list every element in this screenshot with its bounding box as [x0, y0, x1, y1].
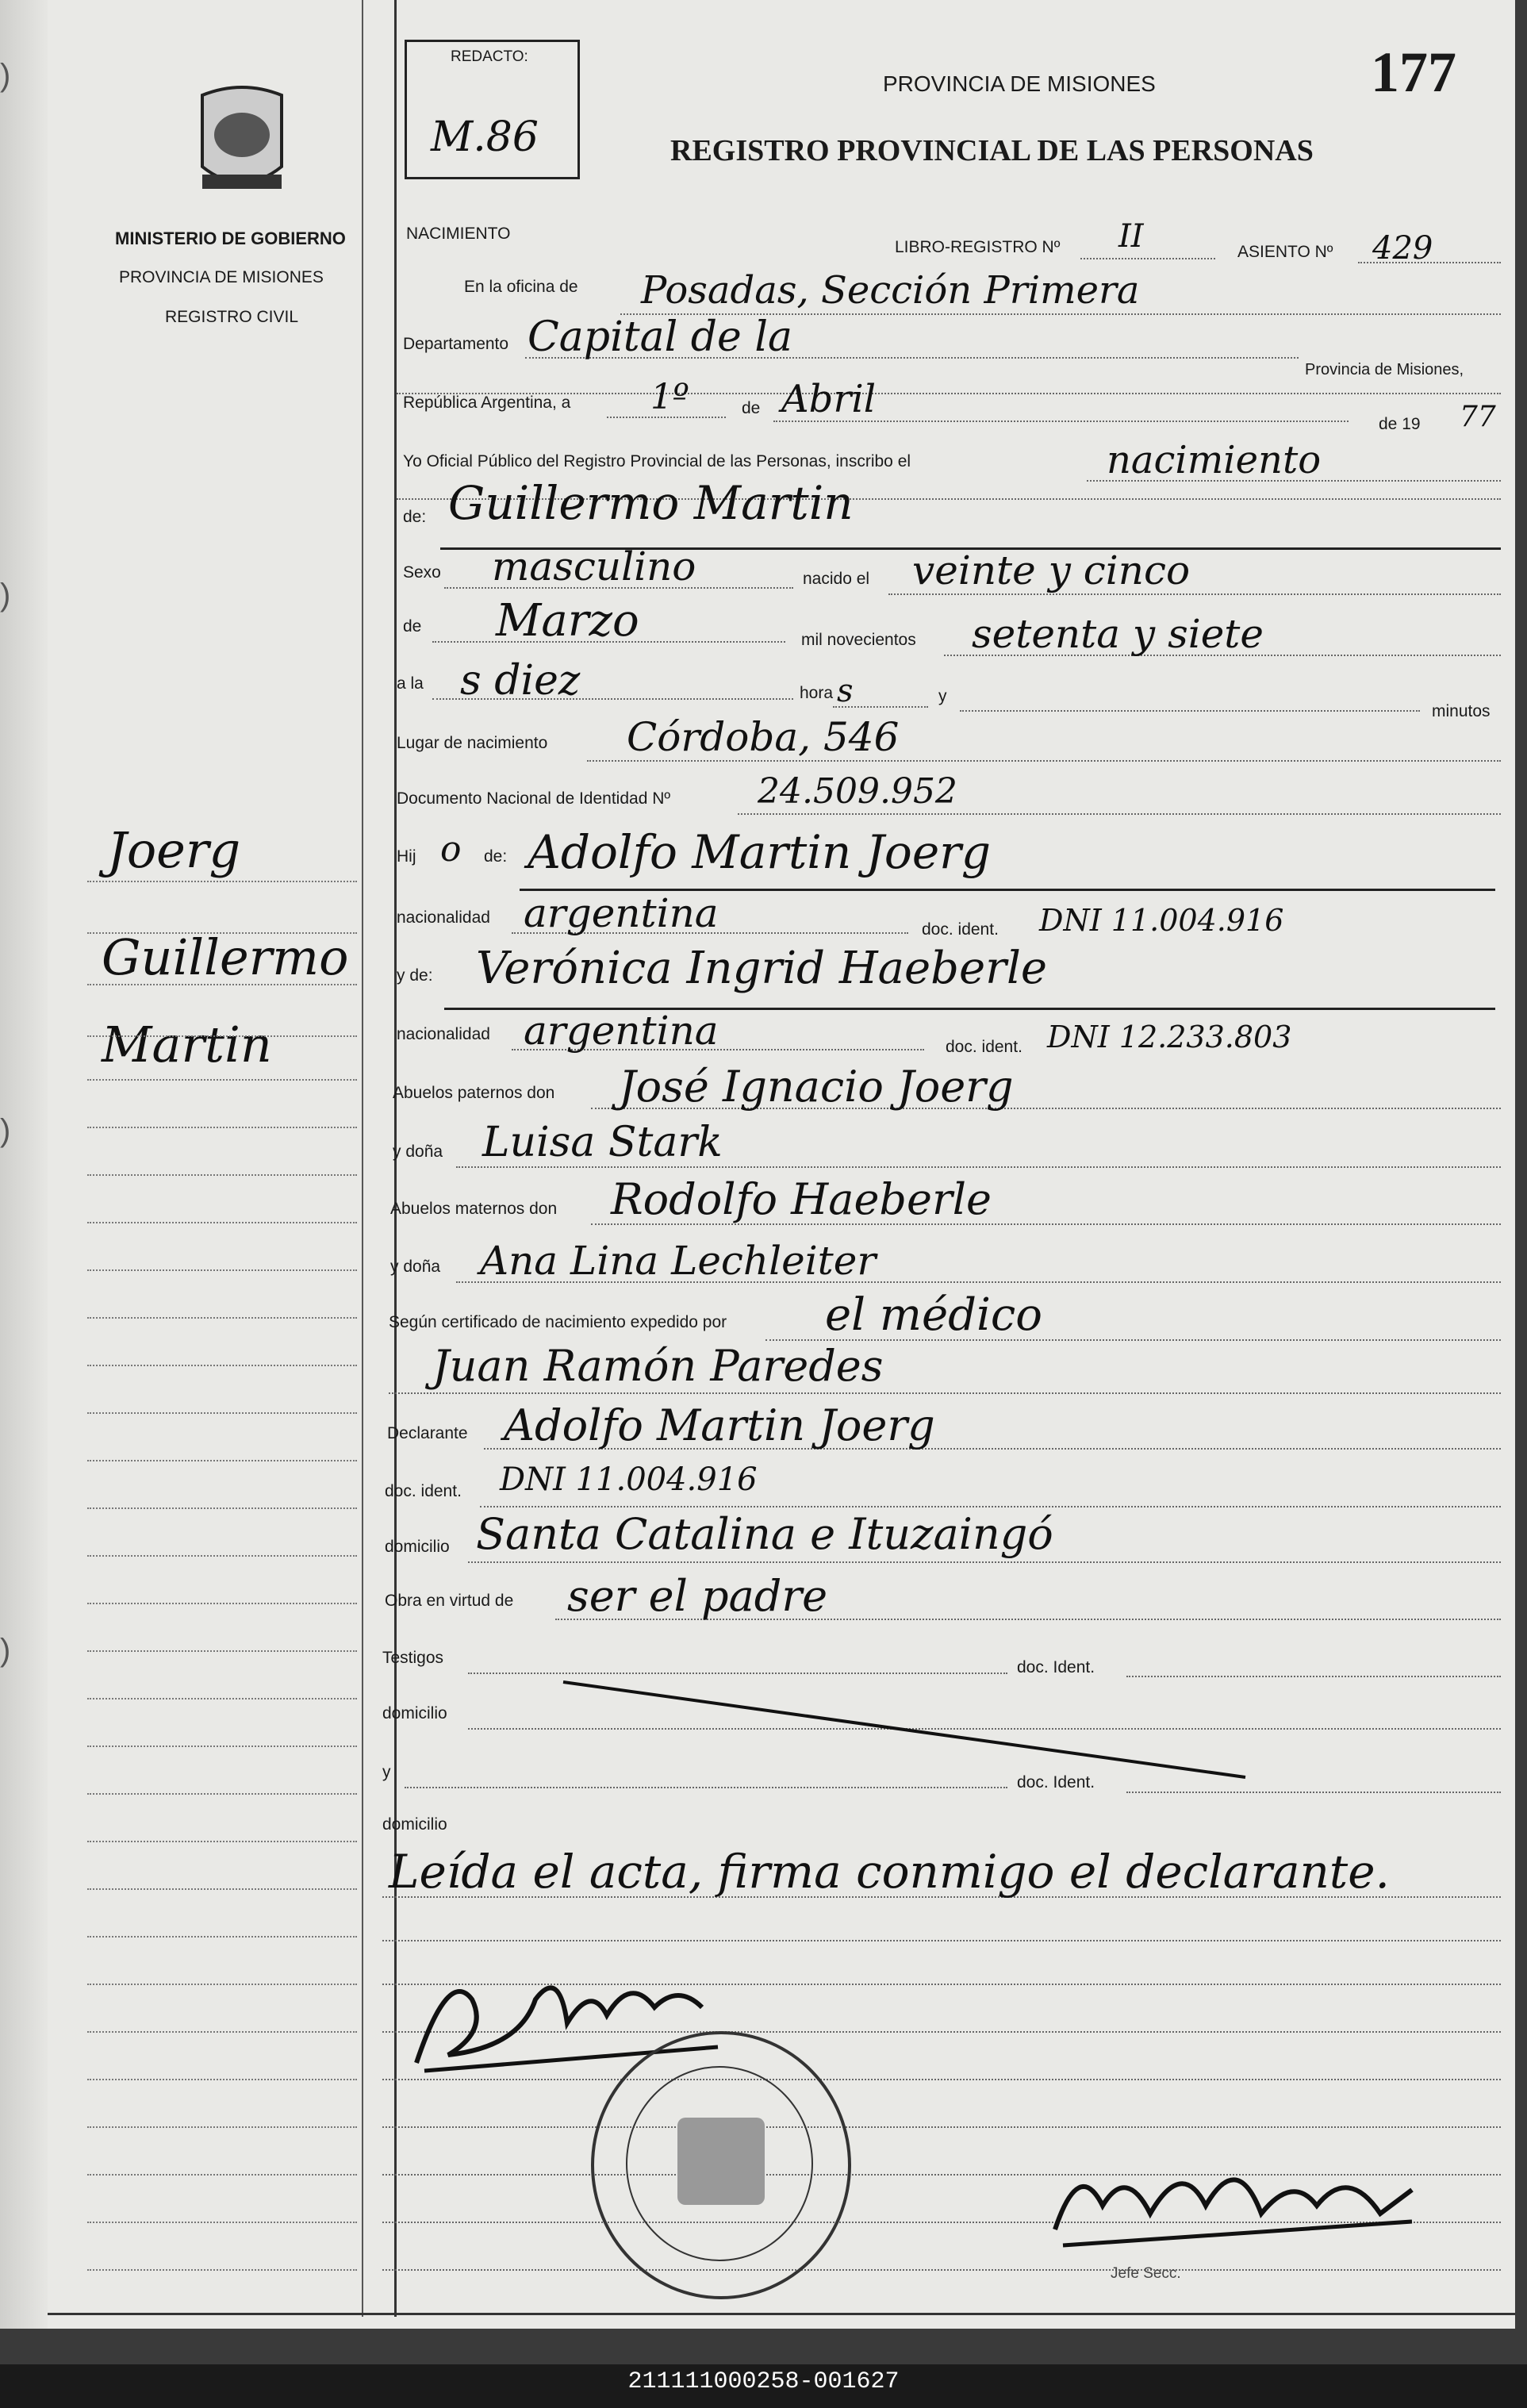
- closing-text: Leída el acta, firma conmigo el declarante.: [389, 1845, 1390, 1899]
- mat-gf-value: Rodolfo Haeberle: [611, 1174, 992, 1224]
- witness-doc-label: doc. Ident.: [1017, 1658, 1095, 1676]
- margin-dotted-line: [87, 1127, 357, 1128]
- department-label: Departamento: [403, 335, 509, 353]
- dotted-line: [382, 2126, 1501, 2128]
- mother-nat-label: nacionalidad: [397, 1025, 490, 1043]
- minutes-label: minutos: [1432, 702, 1491, 720]
- margin-dotted-line: [87, 1174, 357, 1176]
- witness-and: y: [382, 1763, 391, 1781]
- office-label: En la oficina de: [464, 278, 578, 296]
- margin-dotted-line: [87, 1841, 357, 1842]
- margin-dotted-line: [87, 1984, 357, 1985]
- certificate-value: el médico: [825, 1289, 1042, 1341]
- margin-dotted-line: [87, 1079, 357, 1081]
- father-doc-label: doc. ident.: [922, 920, 999, 939]
- redacto-label: REDACTO:: [451, 48, 528, 65]
- margin-dotted-line: [87, 2126, 357, 2128]
- margin-dotted-line: [87, 1746, 357, 1747]
- birth-month-label: de: [403, 617, 422, 636]
- father-label-de: de:: [484, 847, 508, 866]
- margin-dotted-line: [87, 1936, 357, 1938]
- birth-year-value: setenta y siete: [972, 611, 1264, 657]
- capacity-value: ser el padre: [567, 1571, 828, 1621]
- pat-gm-value: Luisa Stark: [482, 1119, 723, 1166]
- time-and: y: [938, 687, 947, 705]
- pat-gm-label: y doña: [393, 1143, 443, 1161]
- mat-gm-value: Ana Lina Lechleiter: [480, 1238, 877, 1284]
- header-title: REGISTRO PROVINCIAL DE LAS PERSONAS: [670, 134, 1314, 167]
- dotted-line: [1126, 1792, 1501, 1793]
- margin-note-line: Martin: [102, 1016, 272, 1073]
- sex-label: Sexo: [403, 563, 441, 582]
- father-doc-value: DNI 11.004.916: [1039, 903, 1284, 938]
- margin-note-line: Guillermo: [102, 928, 349, 986]
- declarant-value: Adolfo Martin Joerg: [504, 1400, 935, 1450]
- pat-gf-label: Abuelos paternos don: [393, 1084, 555, 1102]
- mother-label: y de:: [397, 966, 433, 985]
- asiento-label: ASIENTO Nº: [1237, 243, 1333, 261]
- name-label: de:: [403, 508, 427, 526]
- certificate-label: Según certificado de nacimiento expedido por: [389, 1313, 727, 1331]
- dotted-line: [1080, 258, 1215, 259]
- mother-name: Verónica Ingrid Haeberle: [476, 943, 1047, 994]
- witness-domicile-label-2: domicilio: [382, 1815, 447, 1834]
- date-label: República Argentina, a: [403, 394, 571, 412]
- margin-dotted-line: [87, 1269, 357, 1271]
- office-value: Posadas, Sección Primera: [641, 268, 1140, 313]
- dotted-line: [480, 1506, 1501, 1507]
- date-day: 1º: [650, 377, 689, 417]
- dotted-line: [389, 1392, 1501, 1394]
- margin-dotted-line: [87, 1603, 357, 1604]
- binding-ring: ): [0, 578, 11, 613]
- strike-line: [555, 1674, 1253, 1785]
- margin-dotted-line: [87, 2079, 357, 2080]
- margin-dotted-line: [87, 2269, 357, 2271]
- dni-value: 24.509.952: [758, 771, 957, 812]
- margin-dotted-line: [87, 984, 357, 985]
- coat-of-arms-icon: [186, 79, 297, 206]
- margin-dotted-line: [87, 1222, 357, 1223]
- father-label-o: o: [440, 829, 462, 870]
- asiento-value: 429: [1372, 230, 1433, 267]
- child-name: Guillermo Martin: [448, 476, 854, 530]
- mat-gf-label: Abuelos maternos don: [390, 1200, 558, 1218]
- declarant-doc-value: DNI 11.004.916: [500, 1461, 758, 1498]
- margin-dotted-line: [87, 1793, 357, 1795]
- capacity-label: Obra en virtud de: [385, 1592, 514, 1610]
- dotted-line: [960, 710, 1420, 712]
- birth-place-value: Córdoba, 546: [627, 714, 900, 760]
- page-number: 177: [1371, 40, 1456, 104]
- margin-dotted-line: [87, 1555, 357, 1557]
- margin-dotted-line: [87, 2031, 357, 2033]
- seal-emblem-icon: [677, 2118, 765, 2205]
- libro-value: II: [1118, 218, 1144, 255]
- domicile-label: domicilio: [385, 1538, 450, 1556]
- declarant-doc-label: doc. ident.: [385, 1482, 462, 1500]
- footer-id: 211111000258-001627: [627, 2368, 900, 2395]
- father-nat-value: argentina: [524, 890, 719, 936]
- date-de: de: [742, 399, 761, 417]
- margin-dotted-line: [87, 1365, 357, 1366]
- page-bottom-rule: [48, 2313, 1515, 2315]
- born-day: veinte y cinco: [912, 547, 1191, 593]
- dotted-line: [888, 593, 1501, 595]
- mother-nat-value: argentina: [524, 1008, 719, 1054]
- father-label-hij: Hij: [397, 847, 416, 866]
- declarant-label: Declarante: [387, 1424, 468, 1442]
- redacto-value: M.86: [431, 113, 539, 161]
- official-seal: [591, 2031, 851, 2299]
- father-nat-label: nacionalidad: [397, 908, 490, 927]
- officer-label: Yo Oficial Público del Registro Provincial de las Personas, inscribo el: [403, 452, 911, 470]
- year-label: de 19: [1379, 415, 1421, 433]
- department-value: Capital de la: [528, 313, 792, 361]
- domicile-value: Santa Catalina e Ituzaingó: [476, 1509, 1053, 1559]
- header-province: PROVINCIA DE MISIONES: [883, 71, 1156, 96]
- binding-gutter: [0, 0, 48, 2329]
- mother-doc-label: doc. ident.: [946, 1038, 1022, 1056]
- margin-dotted-line: [87, 1888, 357, 1890]
- officer-caption: Jefe Secc.: [1111, 2265, 1181, 2282]
- province-label: PROVINCIA DE MISIONES: [119, 268, 324, 286]
- witness-label: Testigos: [382, 1649, 444, 1667]
- certificate-value2: Juan Ramón Paredes: [432, 1341, 884, 1391]
- officer-signature: [1047, 2142, 1428, 2277]
- margin-dotted-line: [87, 881, 357, 882]
- libro-label: LIBRO-REGISTRO Nº: [895, 238, 1061, 256]
- binding-ring: ): [0, 58, 11, 93]
- born-label: nacido el: [803, 570, 870, 588]
- hours-label: hora: [800, 684, 834, 702]
- department-suffix: Provincia de Misiones,: [1305, 361, 1464, 378]
- margin-rule: [362, 0, 363, 2317]
- margin-dotted-line: [87, 2174, 357, 2176]
- witness-domicile-label: domicilio: [382, 1704, 447, 1722]
- birth-month-value: Marzo: [496, 595, 639, 647]
- dotted-line: [738, 813, 1501, 815]
- father-name: Adolfo Martin Joerg: [528, 825, 991, 879]
- birth-year-label: mil novecientos: [801, 631, 916, 649]
- margin-dotted-line: [87, 1412, 357, 1414]
- binding-ring: ): [0, 1113, 11, 1148]
- mother-doc-value: DNI 12.233.803: [1047, 1020, 1292, 1054]
- margin-dotted-line: [87, 932, 357, 934]
- dotted-line: [833, 706, 928, 708]
- dotted-line: [456, 1166, 1501, 1168]
- margin-dotted-line: [87, 1698, 357, 1699]
- dni-label: Documento Nacional de Identidad Nº: [397, 789, 671, 808]
- officer-value: nacimiento: [1107, 438, 1322, 482]
- margin-dotted-line: [87, 1460, 357, 1461]
- margin-dotted-line: [87, 1317, 357, 1319]
- margin-note-line: Joerg: [107, 821, 241, 879]
- dotted-line: [405, 1787, 1007, 1788]
- time-value: s diez: [460, 657, 581, 705]
- ministry-label: MINISTERIO DE GOBIERNO: [115, 229, 346, 248]
- margin-dotted-line: [87, 1035, 357, 1037]
- year-value: 77: [1460, 401, 1496, 433]
- sex-value: masculino: [492, 543, 696, 590]
- time-label: a la: [397, 674, 424, 693]
- hours-suffix: s: [837, 673, 854, 709]
- date-month: Abril: [781, 377, 877, 421]
- margin-dotted-line: [87, 1650, 357, 1652]
- dotted-line: [382, 1940, 1501, 1941]
- pat-gf-value: José Ignacio Joerg: [619, 1062, 1014, 1112]
- binding-ring: ): [0, 1633, 11, 1668]
- dotted-line: [587, 760, 1501, 762]
- record-type: NACIMIENTO: [406, 225, 511, 243]
- margin-dotted-line: [87, 2222, 357, 2223]
- witness-doc-label-2: doc. Ident.: [1017, 1773, 1095, 1792]
- registry-label: REGISTRO CIVIL: [165, 308, 299, 326]
- margin-dotted-line: [87, 1507, 357, 1509]
- birth-place-label: Lugar de nacimiento: [397, 734, 548, 752]
- mat-gm-label: y doña: [390, 1258, 441, 1276]
- dotted-line: [468, 1561, 1501, 1563]
- redacto-box: [405, 40, 580, 179]
